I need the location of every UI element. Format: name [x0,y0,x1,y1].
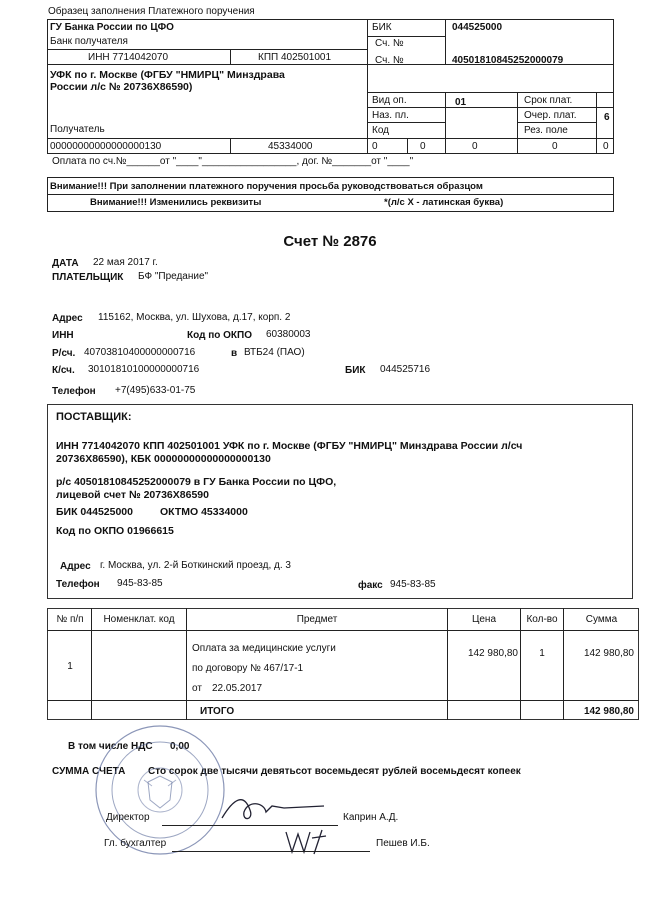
supplier-line1: ИНН 7714042070 КПП 402501001 УФК по г. Москве (ФГБУ "НМИРЦ" Минздрава России л/сч [56,440,523,452]
director-label: Директор [106,812,150,823]
supplier-phone-value: 945-83-85 [117,578,163,589]
director-signature-icon [214,788,334,828]
total-value: 142 980,80 [583,706,634,717]
date-label: ДАТА [52,258,79,269]
bank-in-label: в [231,348,238,359]
row-num: 1 [67,661,73,672]
rez-label: Рез. поле [524,125,568,136]
accountant-name: Пешев И.Б. [376,838,430,849]
okpo-label: Код по ОКПО [187,330,252,341]
bank-label: Банк получателя [50,36,128,47]
okpo-value: 60380003 [266,329,311,340]
accountant-label: Гл. бухгалтер [104,838,167,849]
supplier-line2: 20736X86590), КБК 00000000000000000130 [56,453,271,465]
sum-label: СУММА СЧЕТА [52,766,126,777]
address-value: 115162, Москва, ул. Шухова, д.17, корп. 2 [98,312,291,323]
supplier-label: ПОСТАВЩИК: [56,411,132,423]
oktmo-value: 45334000 [268,141,313,152]
supplier-phone-label: Телефон [56,579,100,590]
supplier-line4: лицевой счет № 20736X86590 [56,489,209,501]
srok-label: Срок плат. [524,95,573,106]
zero-5: 0 [603,141,609,152]
vid-op-label: Вид оп. [372,95,407,106]
bank-name: ГУ Банка России по ЦФО [50,22,174,33]
naz-pl-label: Наз. пл. [372,110,409,121]
row-item-line1: Оплата за медицинские услуги [192,643,336,654]
kod-label: Код [372,125,390,136]
invoice-title: Счет № 2876 [283,233,377,250]
zero-4: 0 [552,141,558,152]
supplier-fax-label: факс [358,580,383,591]
inn-label: ИНН [52,330,74,341]
th-qty: Кол-во [526,614,558,625]
th-sum: Сумма [585,614,618,625]
row-item-line3-date: 22.05.2017 [212,683,263,694]
supplier-fax-value: 945-83-85 [390,579,436,590]
th-num: № п/п [56,614,84,625]
kpp-cell: КПП 402501001 [258,52,332,63]
warning-2: Внимание!!! Изменились реквизиты [90,197,262,208]
supplier-oktmo: ОКТМО 45334000 [160,506,248,518]
inv-bik-value: 044525716 [380,364,431,375]
payer-value: БФ "Предание" [138,271,209,282]
phone-label: Телефон [52,386,96,397]
th-item: Предмет [296,614,338,625]
kbk-value: 00000000000000000130 [50,141,162,152]
bik-label: БИК [372,22,392,33]
rs-value: 40703810400000000716 [84,347,196,358]
supplier-line3: р/с 40501810845252000079 в ГУ Банка России по ЦФО, [56,476,337,488]
row-item-line3-prefix: от [192,683,202,694]
sum-words: Сто сорок две тысячи девятьсот восемьдесят рублей восемьдесят копеек [148,766,521,777]
recipient-line1: УФК по г. Москве (ФГБУ "НМИРЦ" Минздрава [50,69,285,81]
address-label: Адрес [52,313,83,324]
warning-1: Внимание!!! При заполнении платежного поручения просьба руководствоваться образцом [50,181,483,192]
recipient-line2: России л/с № 20736X86590) [50,81,193,93]
rs-label: Р/сч. [52,348,76,359]
director-name: Каприн А.Д. [343,812,399,823]
total-label: ИТОГО [200,706,235,717]
row-qty: 1 [539,648,545,659]
ocher-label: Очер. плат. [524,110,577,121]
supplier-bik: БИК 044525000 [56,506,133,518]
ks-label: К/сч. [52,365,75,376]
row-price: 142 980,80 [467,648,518,659]
zero-3: 0 [472,141,478,152]
ks-value: 30101810100000000716 [88,364,200,375]
sch-label: Сч. № [375,38,404,49]
inv-bik-label: БИК [345,365,366,376]
row-item-line2: по договору № 467/17-1 [192,663,304,674]
supplier-okpo: Код по ОКПО 01966615 [56,525,174,537]
supplier-address-value: г. Москва, ул. 2-й Боткинский проезд, д. 3 [100,560,291,571]
th-code: Номенклат. код [103,614,175,625]
warning-3: *(л/с Х - латинская буква) [384,197,504,208]
th-price: Цена [471,614,497,625]
account-value: 40501810845252000079 [452,55,564,66]
vat-label: В том числе НДС [68,741,153,752]
accountant-signature-icon [282,826,332,860]
bik-value: 044525000 [452,22,503,33]
sample-title: Образец заполнения Платежного поручения [48,6,255,17]
vat-value: 0,00 [170,741,190,752]
bank-in-value: ВТБ24 (ПАО) [244,347,305,358]
payment-line: Оплата по сч.№______от "____"_________________, дог. №_______от "____" [52,156,414,167]
date-value: 22 мая 2017 г. [93,257,158,268]
sch2-label: Сч. № [375,55,404,66]
zero-2: 0 [420,141,426,152]
vid-op-value: 01 [455,97,467,108]
inn-cell: ИНН 7714042070 [88,52,169,63]
ocher-value: 6 [604,112,610,123]
zero-1: 0 [372,141,378,152]
payer-label: ПЛАТЕЛЬЩИК [52,272,124,283]
phone-value: +7(495)633-01-75 [115,385,196,396]
recipient-label: Получатель [50,124,105,135]
row-sum: 142 980,80 [583,648,634,659]
supplier-address-label: Адрес [60,561,91,572]
